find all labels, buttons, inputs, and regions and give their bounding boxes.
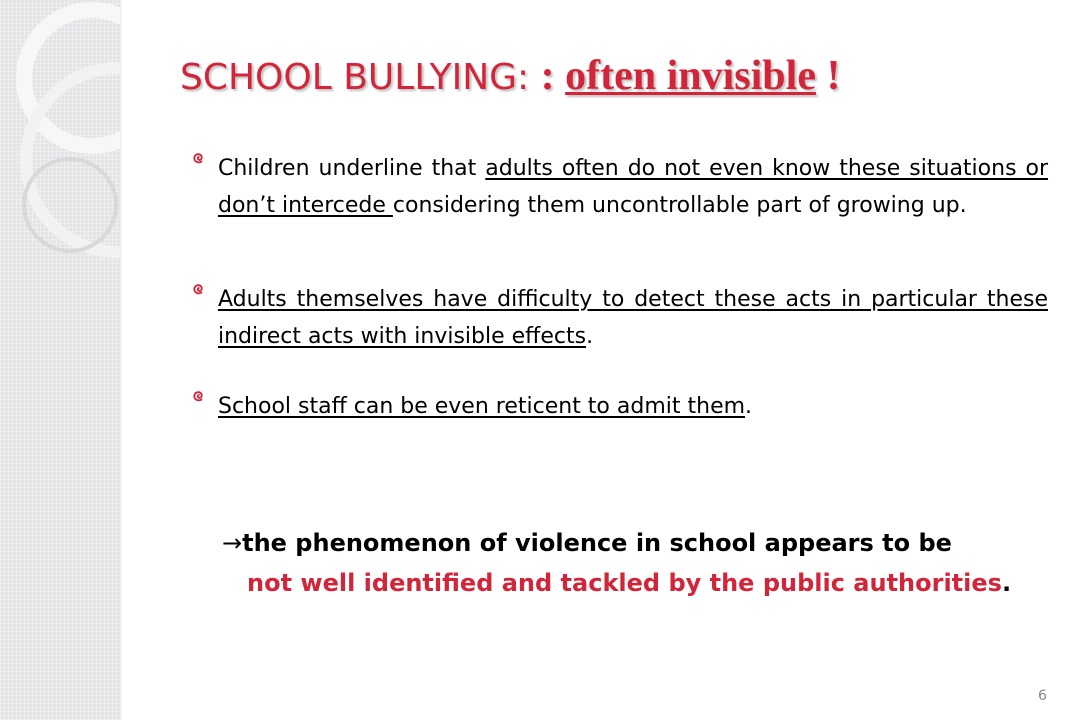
swirl-bullet-icon (190, 389, 206, 405)
title-emphasis: often invisible (565, 53, 816, 99)
bullet-item (190, 388, 1048, 425)
bullet-underlined-text: adults often do not even know these situations or don’t intercede (218, 156, 1049, 218)
swirl-bullet-icon (190, 151, 206, 167)
conclusion-red: not well identified and tackled by the public authorities (247, 569, 1002, 597)
page-number: 6 (1038, 688, 1047, 704)
bullet-text: Children underline that (218, 156, 486, 181)
bullet-underlined-text: Adults themselves have difficulty to detect these acts in particular these indirect acts with invisible effects (218, 287, 1048, 349)
bullet-list (190, 150, 1048, 425)
conclusion-black: the phenomenon of violence in school appears to be (242, 529, 952, 557)
title-suffix: ! (815, 53, 841, 99)
conclusion-end: . (1001, 569, 1012, 597)
arrow-icon: → (222, 529, 243, 557)
bullet-underlined-text: School staff can be even reticent to admit them (218, 394, 746, 419)
conclusion-text (222, 523, 1052, 603)
bullet-text: considering them uncontrollable part of growing up. (392, 193, 967, 218)
bullet-text: . (586, 324, 594, 349)
title-main: SCHOOL BULLYING: (180, 57, 541, 98)
bullet-item (190, 281, 1048, 355)
side-panel (0, 0, 120, 720)
title-colon: : (540, 53, 566, 99)
side-divider (120, 0, 122, 720)
slide-title (180, 50, 840, 104)
swirl-bullet-icon (190, 282, 206, 298)
bullet-text: . (745, 394, 753, 419)
bullet-item (190, 150, 1048, 224)
